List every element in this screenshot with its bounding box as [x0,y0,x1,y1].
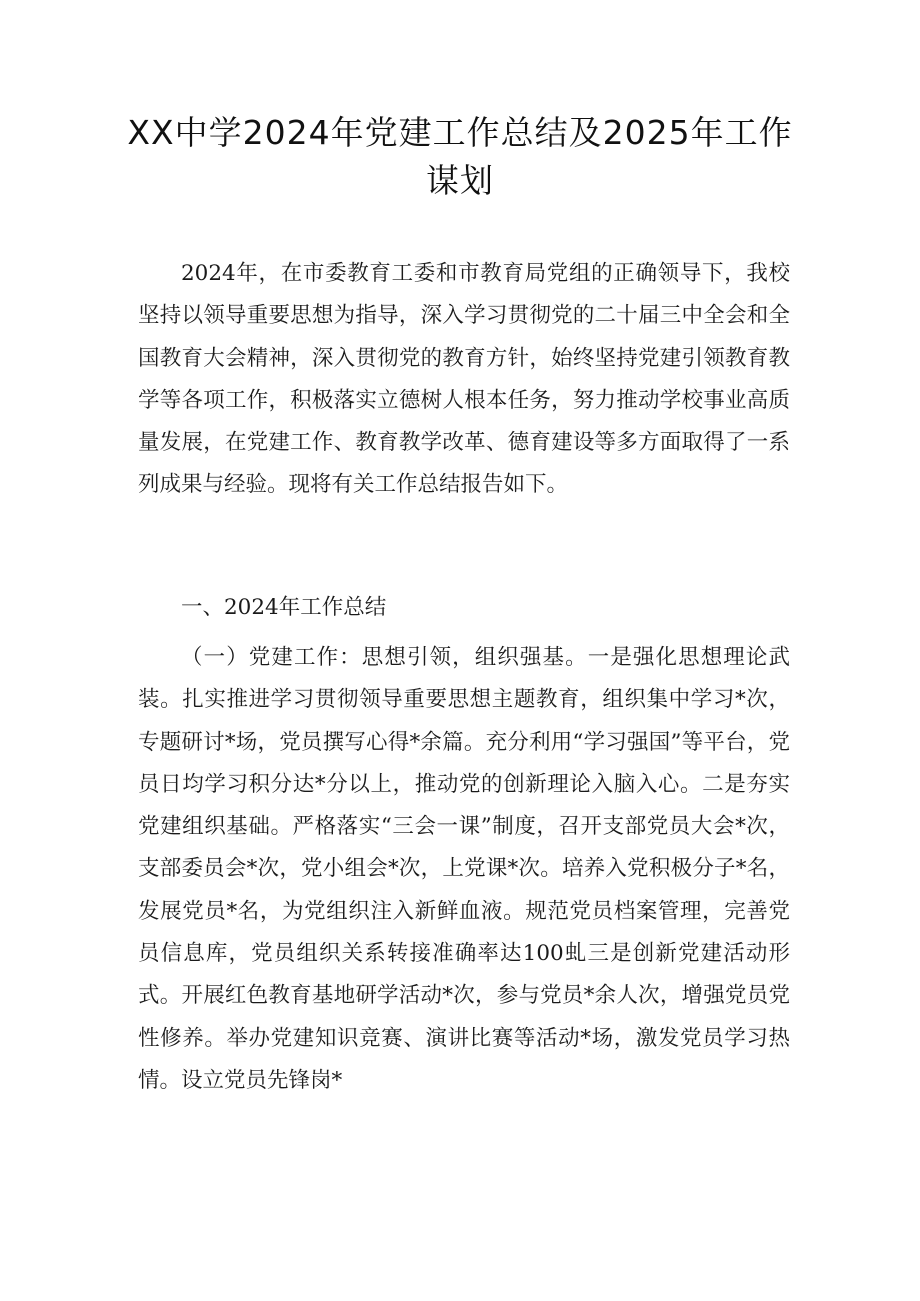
section-heading: 一、2024年工作总结 [181,595,387,620]
document-title-line2: 谋划 [426,161,494,200]
document-title-line1: XX中学2024年党建工作总结及2025年工作 [127,113,793,152]
section-paragraph: （一）党建工作：思想引领，组织强基。一是强化思想理论武装。扎实推进学习贯彻领导重要思想主题教育，组织集中学习*次，专题研讨*场，党员撰写心得*余篇。充分利用“学习强国”等平台，党员日均学习积分达*分以上，推动党的创新理论入脑入心。二是夯实党建组织基础。严格落实“三会一课”制度，召开支部党员大会*次，支部委员会*次，党小组会*次，上党课*次。培养入党积极分子*名，发展党员*名，为党组织注入新鲜血液。规范党员档案管理，完善党员信息库，党员组织关系转接准确率达100虬三是创新党建活动形式。开展红色教育基地研学活动*次，参与党员*余人次，增强党员党性修养。举办党建知识竞赛、演讲比赛等活动*场，激发党员学习热情。设立党员先锋岗* [138,645,790,1093]
intro-paragraph: 2024年，在市委教育工委和市教育局党组的正确领导下，我校坚持以领导重要思想为指导，深入学习贯彻党的二十届三中全会和全国教育大会精神，深入贯彻党的教育方针，始终坚持党建引领教育教学等各项工作，积极落实立德树人根本任务，努力推动学校事业高质量发展，在党建工作、教育教学改革、德育建设等多方面取得了一系列成果与经验。现将有关工作总结报告如下。 [138,261,790,498]
